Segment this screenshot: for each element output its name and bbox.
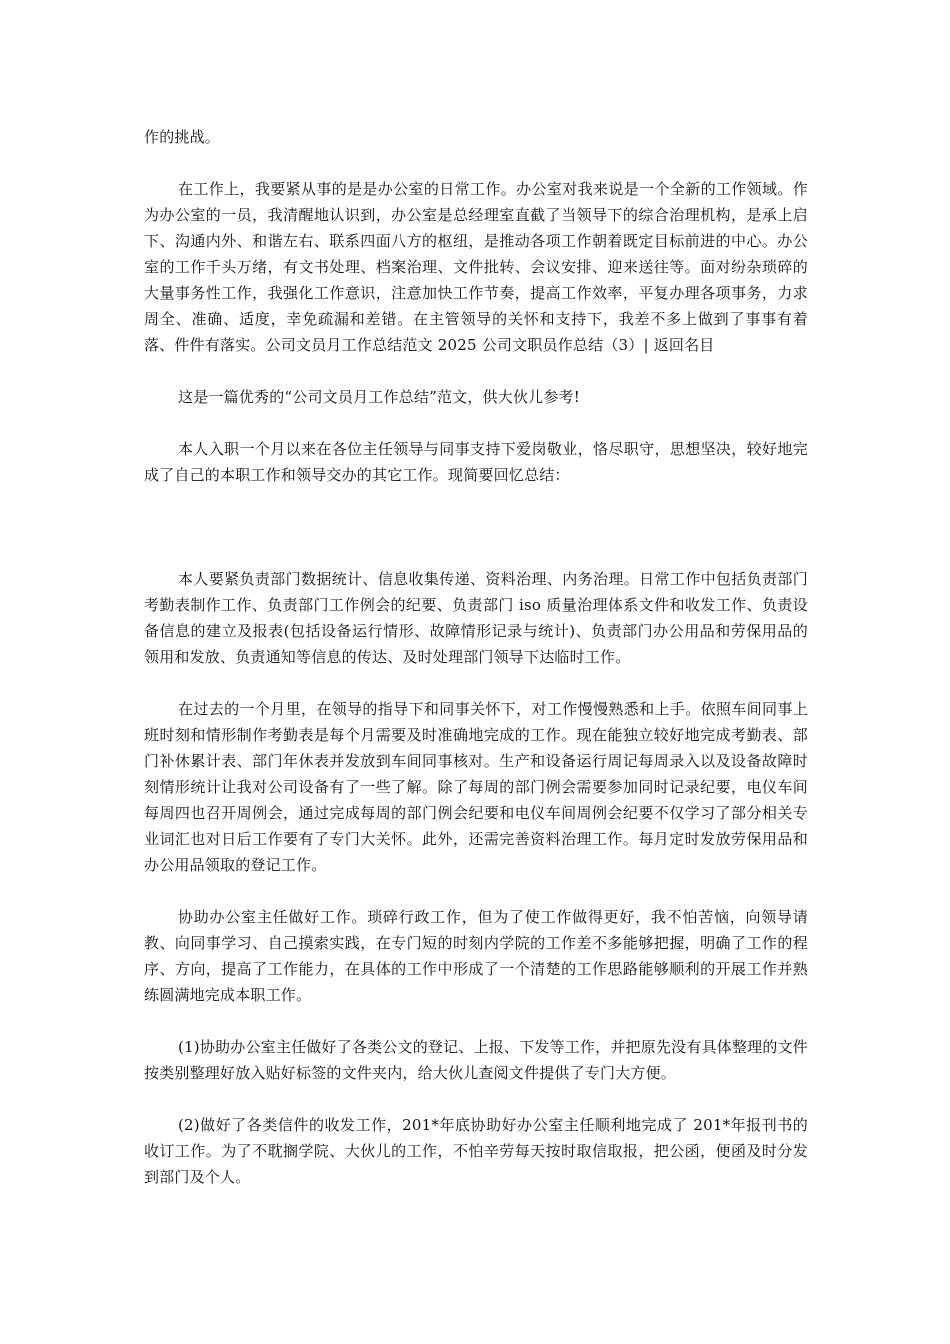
paragraph-item-2: (2)做好了各类信件的收发工作，201*年底协助好办公室主任顺利地完成了 201*年报刊书的收订工作。为了不耽搁学院、大伙儿的工作，不怕辛劳每天按时取信取报，把公函，便函及时分发到部门及个人。	[144, 1116, 808, 1186]
paragraph-intro-note: 这是一篇优秀的“公司文员月工作总结”范文，供大伙儿参考!	[178, 388, 580, 406]
document-body	[144, 124, 808, 1216]
paragraph-continuation: 作的挑战。	[144, 128, 221, 146]
blank-space	[144, 514, 808, 566]
paragraph-past-month: 在过去的一个月里，在领导的指导下和同事关怀下，对工作慢慢熟悉和上手。依照车间同事上班时刻和情形制作考勤表是每个月需要及时准确地完成的工作。现在能独立较好地完成考勤表、部门补休累计表、部门年休表并发放到车间同事核对。生产和设备运行周记每周录入以及设备故障时刻情形统计让我对公司设备有了一些了解。除了每周的部门例会需要参加同时记录纪要，电仪车间每周四也召开周例会，通过完成每周的部门例会纪要和电仪车间周例会纪要不仅学习了部分相关专业词汇也对日后工作要有了专门大关怀。此外，还需完善资料治理工作。每月定时发放劳保用品和办公用品领取的登记工作。	[144, 700, 808, 874]
paragraph-responsibilities: 本人要紧负责部门数据统计、信息收集传递、资料治理、内务治理。日常工作中包括负责部门考勤表制作工作、负责部门工作例会的纪要、负责部门 iso 质量治理体系文件和收发工作、负责设备信息的建立及报表(包括设备运行情形、故障情形记录与统计)、负责部门办公用品和劳保用品的领用和发放、负责通知等信息的传达、及时处理部门领导下达临时工作。	[144, 570, 808, 666]
paragraph-assist-director: 协助办公室主任做好工作。琐碎行政工作，但为了使工作做得更好，我不怕苦恼，向领导请教、向同事学习、自己摸索实践，在专门短的时刻内学院的工作差不多能够把握，明确了工作的程序、方向，提高了工作能力，在具体的工作中形成了一个清楚的工作思路能够顺利的开展工作并熟练圆满地完成本职工作。	[144, 908, 808, 1004]
paragraph-onboarding: 本人入职一个月以来在各位主任领导与同事支持下爱岗敬业，恪尽职守，思想坚决，较好地完成了自己的本职工作和领导交办的其它工作。现简要回忆总结：	[144, 440, 808, 484]
paragraph-office-work: 在工作上，我要紧从事的是是办公室的日常工作。办公室对我来说是一个全新的工作领域。作为办公室的一员，我清醒地认识到，办公室是总经理室直截了当领导下的综合治理机构，是承上启下、沟通内外、和谐左右、联系四面八方的枢纽，是推动各项工作朝着既定目标前进的中心。办公室的工作千头万绪，有文书处理、档案治理、文件批转、会议安排、迎来送往等。面对纷杂琐碎的大量事务性工作，我强化工作意识，注意加快工作节奏，提高工作效率，平复办理各项事务，力求周全、准确、适度，幸免疏漏和差错。在主管领导的关怀和支持下，我差不多上做到了事事有着落、件件有落实。公司文员月工作总结范文 2025 公司文职员作总结（3）| 返回名目	[144, 180, 808, 354]
paragraph-item-1: (1)协助办公室主任做好了各类公文的登记、上报、下发等工作，并把原先没有具体整理的文件按类别整理好放入贴好标签的文件夹内，给大伙儿查阅文件提供了专门大方便。	[144, 1038, 808, 1082]
